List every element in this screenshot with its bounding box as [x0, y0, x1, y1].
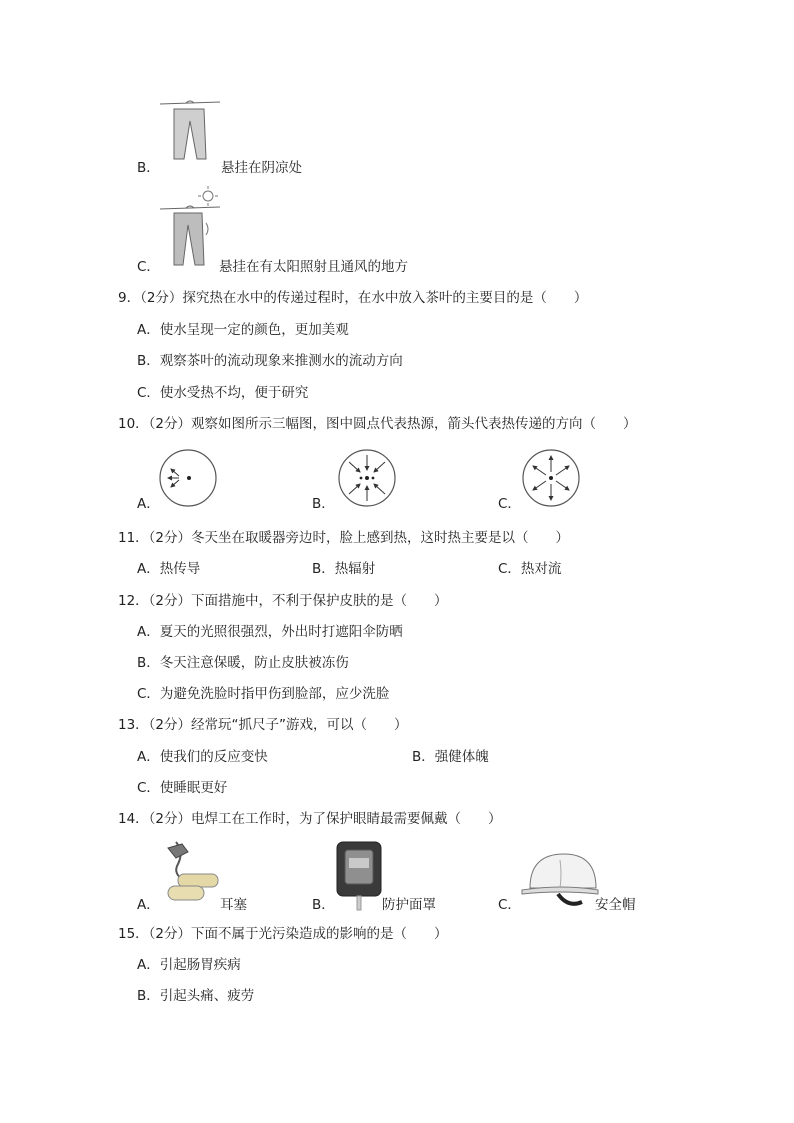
- q11-option-a[interactable]: A．热传导: [137, 561, 201, 577]
- q13-option-b[interactable]: B．强健体魄: [412, 749, 489, 765]
- q14-option-a-text: 耳塞: [220, 897, 247, 913]
- q8-option-c-text: 悬挂在有太阳照射且通风的地方: [219, 259, 408, 275]
- q15-option-b[interactable]: B．引起头痛、疲劳: [137, 988, 255, 1004]
- q13-option-a[interactable]: A．使我们的反应变快: [137, 749, 268, 765]
- q10-stem: 10．（2分）观察如图所示三幅图，图中圆点代表热源，箭头代表热传递的方向（ ）: [118, 416, 637, 432]
- q14-option-c-text: 安全帽: [595, 897, 636, 913]
- q14-option-a-letter[interactable]: A．: [137, 897, 160, 913]
- welding-mask-image: [335, 838, 385, 910]
- q11-option-c[interactable]: C．热对流: [498, 561, 562, 577]
- heat-diagram-b: [339, 450, 399, 510]
- q10-option-c[interactable]: C．: [498, 496, 521, 512]
- q10-option-b[interactable]: B．: [312, 496, 335, 512]
- q14-stem: 14．（2分）电焊工在工作时，为了保护眼睛最需要佩戴（ ）: [118, 811, 502, 827]
- q13-option-c[interactable]: C．使睡眠更好: [137, 780, 228, 796]
- q15-stem: 15．（2分）下面不属于光污染造成的影响的是（ ）: [118, 926, 448, 942]
- heat-diagram-a: [160, 450, 220, 510]
- q12-option-a[interactable]: A．夏天的光照很强烈，外出时打遮阳伞防晒: [137, 624, 403, 640]
- safety-helmet-image: [520, 850, 600, 910]
- q8-option-b-text: 悬挂在阴凉处: [221, 160, 302, 176]
- q14-option-b-text: 防护面罩: [382, 897, 436, 913]
- pants-shade-image: [160, 99, 220, 169]
- q9-option-a[interactable]: A．使水呈现一定的颜色，更加美观: [137, 322, 349, 338]
- q15-option-a[interactable]: A．引起肠胃疾病: [137, 957, 241, 973]
- earplugs-image: [158, 838, 223, 908]
- heat-diagram-c: [523, 450, 583, 510]
- q11-stem: 11．（2分）冬天坐在取暖器旁边时，脸上感到热，这时热主要是以（ ）: [118, 530, 570, 546]
- q13-stem: 13．（2分）经常玩“抓尺子”游戏，可以（ ）: [118, 717, 408, 733]
- q8-option-c-letter[interactable]: C．: [137, 259, 160, 275]
- q11-option-b[interactable]: B．热辐射: [312, 561, 376, 577]
- q9-option-c[interactable]: C．使水受热不均，便于研究: [137, 385, 309, 401]
- q12-stem: 12．（2分）下面措施中，不利于保护皮肤的是（ ）: [118, 593, 448, 609]
- q12-option-c[interactable]: C．为避免洗脸时指甲伤到脸部，应少洗脸: [137, 686, 390, 702]
- q9-stem: 9．（2分）探究热在水中的传递过程时，在水中放入茶叶的主要目的是（ ）: [118, 290, 588, 306]
- q9-option-b[interactable]: B．观察茶叶的流动现象来推测水的流动方向: [137, 353, 403, 369]
- q12-option-b[interactable]: B．冬天注意保暖，防止皮肤被冻伤: [137, 655, 349, 671]
- q8-option-b-letter[interactable]: B．: [137, 160, 160, 176]
- q14-option-c-letter[interactable]: C．: [498, 897, 521, 913]
- q10-option-a[interactable]: A．: [137, 496, 160, 512]
- pants-sun-image: [160, 189, 230, 269]
- q14-option-b-letter[interactable]: B．: [312, 897, 335, 913]
